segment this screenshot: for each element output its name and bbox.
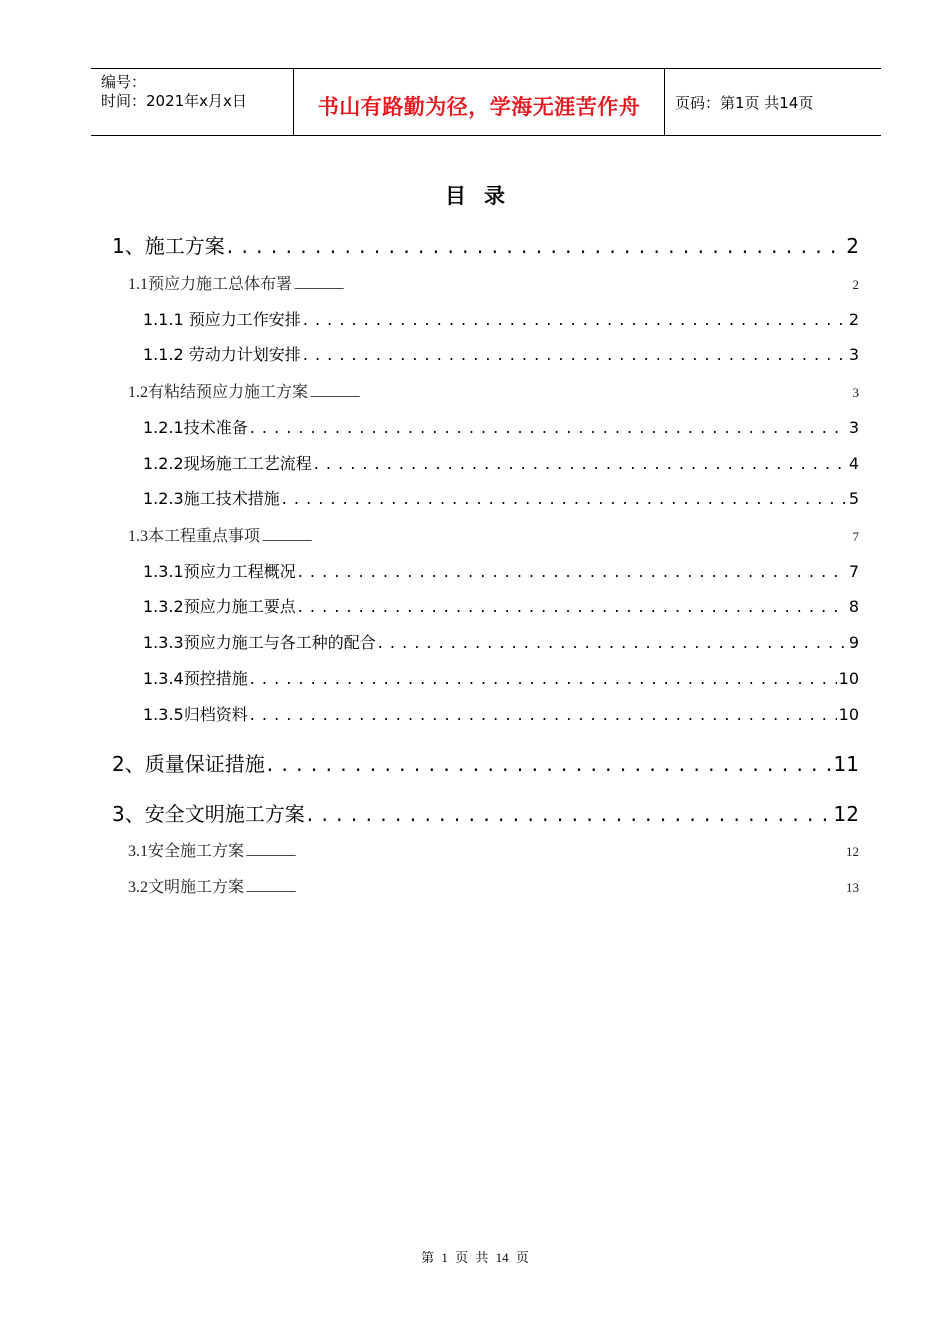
toc-entry[interactable]: [143, 702, 859, 725]
toc-entry-page: 12: [833, 802, 859, 826]
toc-entry-page: 3: [848, 345, 859, 364]
toc-entry-label: 1.2.2现场施工工艺流程: [143, 454, 312, 473]
document-number-label: 编号：: [101, 73, 147, 91]
toc-title: 目录: [445, 184, 523, 208]
toc-leader: [303, 310, 847, 329]
toc-entry-page: 2: [852, 277, 859, 292]
toc-leader: [282, 489, 847, 508]
toc-entry-label: 1.1预应力施工总体布署: [128, 276, 293, 293]
toc-leader: [314, 454, 847, 473]
toc-leader: [378, 633, 847, 652]
header-info-cell: [91, 69, 293, 135]
toc-leader: [250, 669, 837, 688]
toc-leader: [250, 705, 837, 724]
toc-entry[interactable]: [143, 486, 859, 509]
toc-entry-label: 1.1.2 劳动力计划安排: [143, 345, 301, 364]
toc-leader: [246, 850, 844, 858]
toc-entry-label: 1.3.1预应力工程概况: [143, 562, 296, 581]
toc-entry-page: 3: [848, 418, 859, 437]
toc-entry[interactable]: [128, 271, 859, 294]
document-time-label: 时间：2021年x月x日: [101, 92, 247, 110]
toc-entry[interactable]: [128, 379, 859, 402]
toc-leader: [262, 535, 850, 543]
toc-leader: [298, 562, 847, 581]
toc-entry-page: 4: [848, 454, 859, 473]
header-motto-cell: [293, 69, 665, 135]
toc-entry-label: 1.3.2预应力施工要点: [143, 597, 296, 616]
toc-entry-label: 1.1.1 预应力工作安排: [143, 310, 301, 329]
toc-leader: [294, 283, 850, 291]
toc-entry-page: 12: [846, 844, 859, 859]
toc-entry[interactable]: [128, 523, 859, 546]
toc-entry-label: 1.2.1技术准备: [143, 418, 248, 437]
toc-entry[interactable]: [143, 559, 859, 582]
toc-entry-label: 1.2有粘结预应力施工方案: [128, 384, 309, 401]
toc-entry-page: 11: [833, 752, 859, 776]
toc-entry-label: 1.3.4预控措施: [143, 669, 248, 688]
toc-entry[interactable]: [112, 230, 859, 259]
toc-entry-page: 2: [848, 310, 859, 329]
toc-entry[interactable]: [143, 307, 859, 330]
toc-entry-label: 2、质量保证措施: [112, 752, 265, 776]
toc-entry[interactable]: [143, 342, 859, 365]
header-page-number: 页码：第1页 共14页: [675, 94, 814, 112]
page-header: [91, 68, 881, 136]
toc-entry-label: 1.3.5归档资料: [143, 705, 248, 724]
header-page-cell: [665, 69, 881, 135]
toc-entry-page: 3: [852, 385, 859, 400]
toc-entry-label: 1.2.3施工技术措施: [143, 489, 280, 508]
toc-entry-label: 1.3.3预应力施工与各工种的配合: [143, 633, 376, 652]
toc-entry[interactable]: [128, 874, 859, 897]
toc-entry[interactable]: [143, 451, 859, 474]
toc-entry-label: 1、施工方案: [112, 234, 225, 258]
toc-entry-page: 8: [848, 597, 859, 616]
toc-leader: [246, 886, 844, 894]
header-motto: 书山有路勤为径，学海无涯苦作舟: [317, 95, 641, 119]
toc-entry-page: 9: [848, 633, 859, 652]
toc-entry[interactable]: [143, 666, 859, 689]
toc-entry[interactable]: [112, 798, 859, 827]
toc-leader: [227, 234, 845, 258]
toc-entry[interactable]: [112, 748, 859, 777]
toc-entry-page: 13: [846, 880, 859, 895]
toc-leader: [303, 345, 847, 364]
toc-entry-label: 1.3本工程重点事项: [128, 528, 261, 545]
toc-entry[interactable]: [143, 594, 859, 617]
toc-entry-label: 3、安全文明施工方案: [112, 802, 305, 826]
toc-leader: [310, 391, 850, 399]
toc-entry[interactable]: [143, 415, 859, 438]
toc-entry-label: 3.2文明施工方案: [128, 879, 245, 896]
toc-entry-page: 10: [838, 705, 859, 724]
toc-entry[interactable]: [128, 838, 859, 861]
toc-leader: [250, 418, 847, 437]
toc-entry-page: 5: [848, 489, 859, 508]
page-footer: 第 1 页 共 14 页: [421, 1250, 529, 1265]
toc-entry-page: 7: [848, 562, 859, 581]
toc-leader: [298, 597, 847, 616]
toc-entry-label: 3.1安全施工方案: [128, 843, 245, 860]
toc-entry-page: 2: [846, 234, 859, 258]
toc-entry-page: 10: [838, 669, 859, 688]
toc-leader: [307, 802, 832, 826]
toc-entry-page: 7: [852, 529, 859, 544]
toc-leader: [267, 752, 832, 776]
toc-entry[interactable]: [143, 630, 859, 653]
